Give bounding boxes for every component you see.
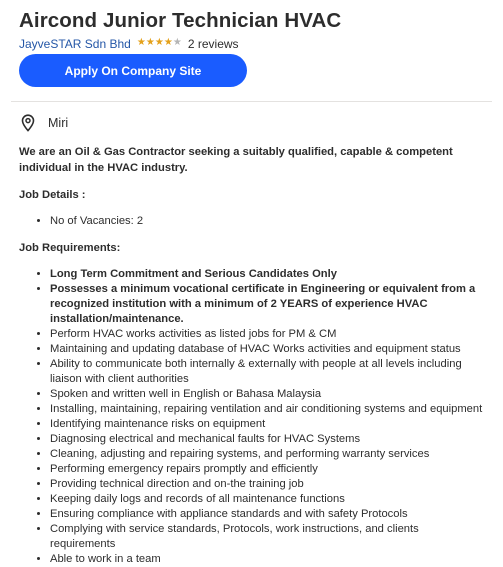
- company-row: [19, 37, 239, 51]
- apply-button[interactable]: Apply On Company Site: [19, 54, 247, 87]
- location-row: [21, 114, 68, 132]
- requirement-item: • Ensuring compliance with appliance standards and with safety Protocols: [50, 507, 487, 522]
- requirement-item: • Identifying maintenance risks on equipment: [50, 417, 487, 432]
- requirement-item: • Maintaining and updating database of HVAC Works activities and equipment status: [50, 342, 487, 357]
- requirement-item: • Ability to communicate both internally & externally with people at all levels including liaison with client authorities: [50, 357, 487, 387]
- rating-stars[interactable]: [137, 38, 182, 48]
- requirement-item: • Able to work in a team: [50, 552, 487, 567]
- job-title: Aircond Junior Technician HVAC: [19, 9, 342, 32]
- reviews-count[interactable]: 2 reviews: [187, 37, 239, 51]
- requirement-item: • Cleaning, adjusting and repairing systems, and performing warranty services: [50, 447, 487, 462]
- requirement-item: • Possesses a minimum vocational certificate in Engineering or equivalent from a recognized institution with a minimum of 2 YEARS of experience HVAC installation/maintenance.: [50, 282, 487, 327]
- requirement-item: • Performing emergency repairs promptly and efficiently: [50, 462, 487, 477]
- requirement-item: • Long Term Commitment and Serious Candidates Only: [50, 267, 487, 282]
- requirements-heading: Job Requirements:: [19, 241, 121, 254]
- divider: [11, 101, 492, 102]
- star-icon: ★: [154, 37, 164, 48]
- requirement-item: • Spoken and written well in English or Bahasa Malaysia: [50, 387, 487, 402]
- requirement-item: • Perform HVAC works activities as listed jobs for PM & CM: [50, 327, 487, 342]
- location-text: Miri: [48, 116, 69, 130]
- job-detail-item: • No of Vacancies: 2: [50, 214, 487, 229]
- star-icon: ★: [172, 37, 182, 48]
- requirement-item: • Installing, maintaining, repairing ventilation and air conditioning systems and equipment: [50, 402, 487, 417]
- job-details-list: [19, 214, 487, 229]
- company-link[interactable]: JayveSTAR Sdn Bhd: [19, 37, 131, 51]
- requirement-item: • Keeping daily logs and records of all maintenance functions: [50, 492, 487, 507]
- job-details-heading: Job Details :: [19, 189, 86, 201]
- star-icon: ★: [136, 37, 146, 48]
- job-description: [19, 145, 487, 567]
- requirement-item: • Complying with service standards, Protocols, work instructions, and clients requirements: [50, 522, 487, 552]
- requirement-item: • Diagnosing electrical and mechanical faults for HVAC Systems: [50, 432, 487, 447]
- map-pin-icon: [21, 114, 35, 132]
- intro-text: We are an Oil & Gas Contractor seeking a suitably qualified, capable & competent individual in the HVAC industry.: [19, 146, 453, 174]
- star-icon: ★: [163, 37, 173, 48]
- star-icon: ★: [145, 37, 155, 48]
- requirements-list: [19, 267, 487, 567]
- requirement-item: • Providing technical direction and on-the training job: [50, 477, 487, 492]
